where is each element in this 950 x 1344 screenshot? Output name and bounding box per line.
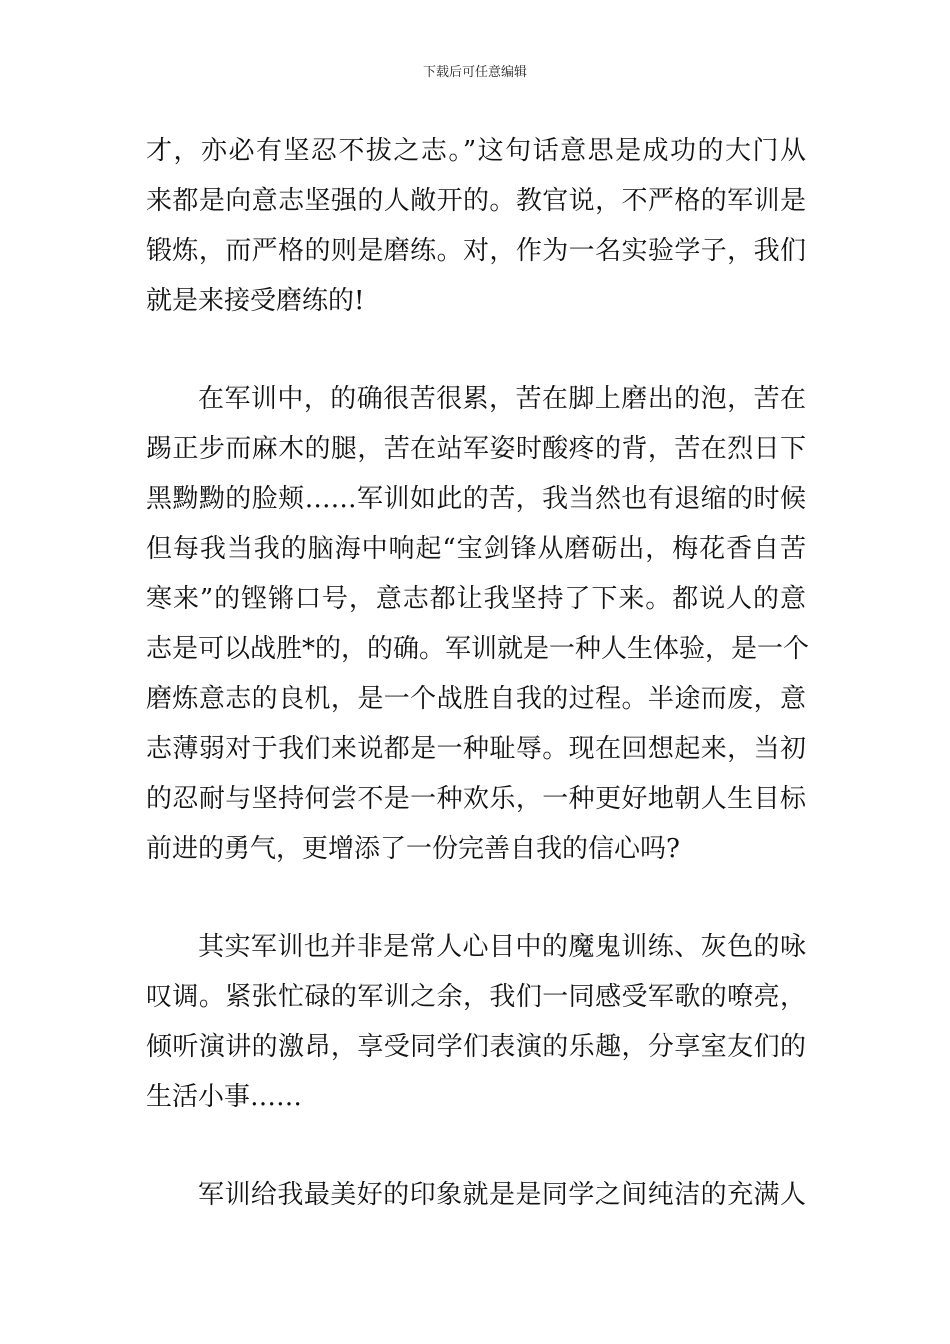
text-line: 军训给我最美好的印象就是是同学之间纯洁的充满人 — [198, 1180, 806, 1210]
text-line: 寒来”的铿锵口号，意志都让我坚持了下来。都说人的意 — [146, 584, 806, 614]
paragraph-2 — [146, 374, 810, 874]
text-line: 叹调。紧张忙碌的军训之余，我们一同感受军歌的嘹亮， — [146, 982, 806, 1012]
text-line: 前进的勇气，更增添了一份完善自我的信心吗? — [146, 834, 680, 864]
text-line: 倾听演讲的激昂，享受同学们表演的乐趣，分享室友们的 — [146, 1032, 806, 1062]
text-line: 就是来接受磨练的! — [146, 286, 365, 316]
text-line: 锻炼，而严格的则是磨练。对，作为一名实验学子，我们 — [146, 236, 806, 266]
text-line: 其实军训也并非是常人心目中的魔鬼训练、灰色的咏 — [198, 932, 806, 962]
text-line: 但每我当我的脑海中响起“宝剑锋从磨砺出，梅花香自苦 — [146, 534, 806, 564]
page-header: 下载后可任意编辑 — [422, 65, 527, 80]
document-body — [146, 126, 810, 1220]
text-line: 黑黝黝的脸颊……军训如此的苦，我当然也有退缩的时候 — [146, 484, 806, 514]
text-line: 来都是向意志坚强的人敞开的。教官说，不严格的军训是 — [146, 186, 806, 216]
text-line: 踢正步而麻木的腿，苦在站军姿时酸疼的背，苦在烈日下 — [146, 434, 806, 464]
text-line: 志是可以战胜*的，的确。军训就是一种人生体验，是一个 — [146, 634, 810, 664]
text-line: 磨炼意志的良机，是一个战胜自我的过程。半途而废，意 — [146, 684, 806, 714]
text-line: 才，亦必有坚忍不拔之志。”这句话意思是成功的大门从 — [146, 136, 806, 166]
text-line: 的忍耐与坚持何尝不是一种欢乐，一种更好地朝人生目标 — [146, 784, 806, 814]
text-line: 志薄弱对于我们来说都是一种耻辱。现在回想起来，当初 — [146, 734, 806, 764]
paragraph-1 — [146, 126, 806, 326]
paragraph-3 — [146, 922, 806, 1122]
paragraph-4 — [146, 1170, 806, 1220]
text-line: 在军训中，的确很苦很累，苦在脚上磨出的泡，苦在 — [198, 384, 806, 414]
text-line: 生活小事…… — [146, 1082, 303, 1112]
